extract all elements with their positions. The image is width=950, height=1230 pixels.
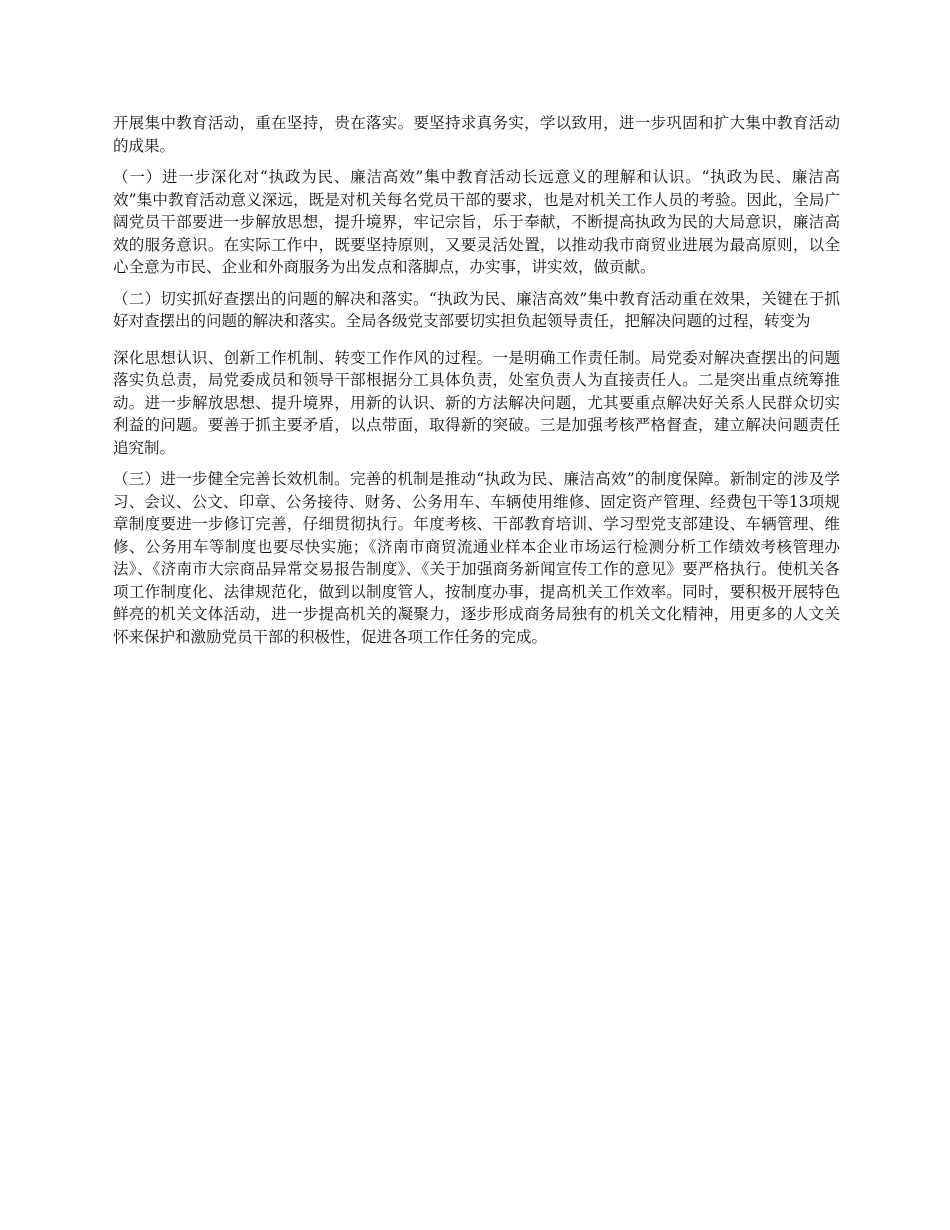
- paragraph-intro: 开展集中教育活动，重在坚持，贵在落实。要坚持求真务实，学以致用，进一步巩固和扩大集中教育活动的成果。: [113, 114, 840, 155]
- paragraph-section-one: （一）进一步深化对“执政为民、廉洁高效”集中教育活动长远意义的理解和认识。“执政为民、廉洁高效”集中教育活动意义深远，既是对机关每名党员干部的要求，也是对机关工作人员的考验。因此，全局广阔党员干部要进一步解放思想，提升境界，牢记宗旨，乐于奉献，不断提高执政为民的大局意识，廉洁高效的服务意识。在实际工作中，既要坚持原则，又要灵活处置，以推动我市商贸业进展为最高原则，以全心全意为市民、企业和外商服务为出发点和落脚点，办实事，讲实效，做贡献。: [113, 168, 840, 276]
- paragraph-section-two: （二）切实抓好查摆出的问题的解决和落实。“执政为民、廉洁高效”集中教育活动重在效果，关键在于抓好对查摆出的问题的解决和落实。全局各级党支部要切实担负起领导责任，把解决问题的过程，转变为: [113, 289, 840, 330]
- paragraph-section-two-continued: 深化思想认识、创新工作机制、转变工作作风的过程。一是明确工作责任制。局党委对解决查摆出的问题落实负总责，局党委成员和领导干部根据分工具体负责，处室负责人为直接责任人。二是突出重点统筹推动。进一步解放思想、提升境界，用新的认识、新的方法解决问题，尤其要重点解决好关系人民群众切实利益的问题。要善于抓主要矛盾，以点带面，取得新的突破。三是加强考核严格督查，建立解决问题责任追究制。: [113, 348, 840, 457]
- document-page: [113, 112, 840, 657]
- paragraph-section-three: （三）进一步健全完善长效机制。完善的机制是推动“执政为民、廉洁高效”的制度保障。新制定的涉及学习、会议、公文、印章、公务接待、财务、公务用车、车辆使用维修、固定资产管理、经费包干等13项规章制度要进一步修订完善，仔细贯彻执行。年度考核、干部教育培训、学习型党支部建设、车辆管理、维修、公务用车等制度也要尽快实施；《济南市商贸流通业样本企业市场运行检测分析工作绩效考核管理办法》、《济南市大宗商品异常交易报告制度》、《关于加强商务新闻宣传工作的意见》要严格执行。使机关各项工作制度化、法律规范化，做到以制度管人，按制度办事，提高机关工作效率。同时，要积极开展特色鲜亮的机关文体活动，进一步提高机关的凝聚力，逐步形成商务局独有的机关文化精神，用更多的人文关怀来保护和激励党员干部的积极性，促进各项工作任务的完成。: [113, 470, 840, 646]
